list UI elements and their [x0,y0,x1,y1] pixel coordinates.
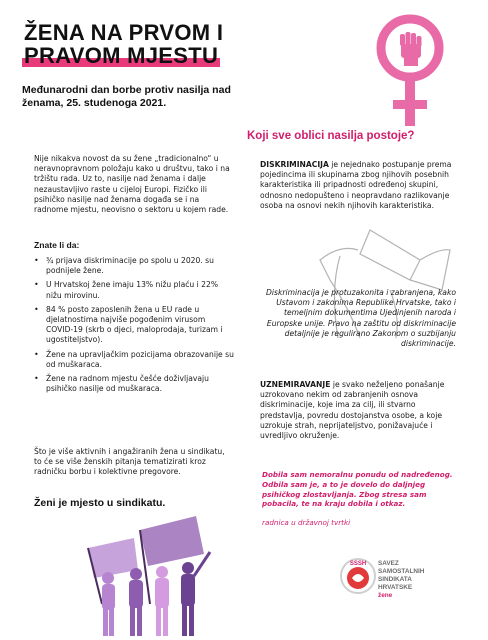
title-line-1: ŽENA NA PRVOM I [24,20,224,45]
logo-line: SAVEZ [378,560,399,567]
harassment-paragraph [260,380,456,441]
discrimination-term: DISKRIMINACIJA [260,160,329,169]
facts-list [34,256,234,398]
page-title [22,22,252,68]
testimony-quote: Dobila sam nemoralnu ponudu od nadređenog. Odbila sam je, a to je dovelo do daljnjeg psihičkog zlostavljanja. Zbog stresa sam pobacila, te na kraju dobila i otkaz. [262,470,453,509]
list-item: • Žene na radnom mjestu češće doživljavaju psihičko nasilje od muškaraca. [34,374,234,394]
title-line-2: PRAVOM MJESTU [24,43,219,68]
harassment-text: je svako neželjeno ponašanje uzrokovano nekim od zabranjenih osnova diskriminacije, koje ima za cilj, ili stvarno predstavlja, povredu dostojanstva osobe, a koje uzrokuje strah, neprijateljstvo, ponižavajuće i uvredljivo okruženje. [260,380,445,441]
facts-heading: Znate li da: [34,240,80,250]
list-item: • U Hrvatskoj žene imaju 13% nižu plaću i 22% nižu mirovinu. [34,280,234,300]
logo-line: SAMOSTALNIH [378,568,425,575]
quote-author: radnica u državnoj tvrtki [262,518,351,527]
discrimination-text: je nejednako postupanje prema pojedincima ili skupinama zbog njihovih posebnih karakteristika ili pripadnosti određenoj skupini, odnosno nedopušteno i neopravdano razlikovanje osoba na osnovi nekih njihovih karakteristika. [260,160,452,210]
harassment-term: UZNEMIRAVANJE [260,380,331,389]
sssh-logo-icon [338,556,378,596]
logo-badge-text: SSSH [349,561,367,567]
closing-paragraph: Što je više aktivnih i angažiranih žena u sindikatu, to će se više ženskih pitanja tematizirati kroz radničku borbu i kolektivne pregovore. [34,447,225,477]
logo-line: HRVATSKE [378,584,413,591]
list-item: • 84 % posto zaposlenih žena u EU rade u djelatnostima najviše pogođenim virusom COVID-19 (skrb o djeci, maloprodaja, turizam i ugostiteljstvo). [34,305,234,346]
legal-paragraph: Diskriminacija je protuzakonita i zabranjena, kako Ustavom i zakonima Republike Hrvatske, tako i temeljnim dokumentima Ujedinjenih naroda i Europske unije. Pravo na zaštitu od diskriminacije detaljnije je regulirano Zakonom o suzbijanju diskriminacije. [266,288,456,349]
subtitle: Međunarodni dan borbe protiv nasilja nad ženama, 25. studenoga 2021. [22,84,231,109]
slogan: Ženi je mjesto u sindikatu. [34,497,166,509]
logo-line-women: žene [378,592,393,599]
intro-paragraph: Nije nikakva novost da su žene „tradicionalno“ u neravnopravnom položaju kako u društvu, tako i na tržištu rada. Uz to, nasilje nad ženama i dalje nezaustavljivo raste u cijeloj Europi. Fizičko ili psihičko nasilje nad ženama događa se i na radnome mjestu, neovisno o sektoru u kojem rade. [34,154,230,215]
list-item: • ¾ prijava diskriminacije po spolu u 2020. su podnijele žene. [34,256,234,276]
section-title: Koji sve oblici nasilja postoje? [247,130,415,142]
logo-line: SINDIKATA [378,576,412,583]
union-logo-text [378,560,424,600]
discrimination-paragraph [260,160,456,211]
marching-women-illustration [78,508,228,640]
list-item: • Žene na upravljačkim pozicijama obrazovanije su od muškaraca. [34,350,234,370]
venus-fist-icon [360,10,460,130]
